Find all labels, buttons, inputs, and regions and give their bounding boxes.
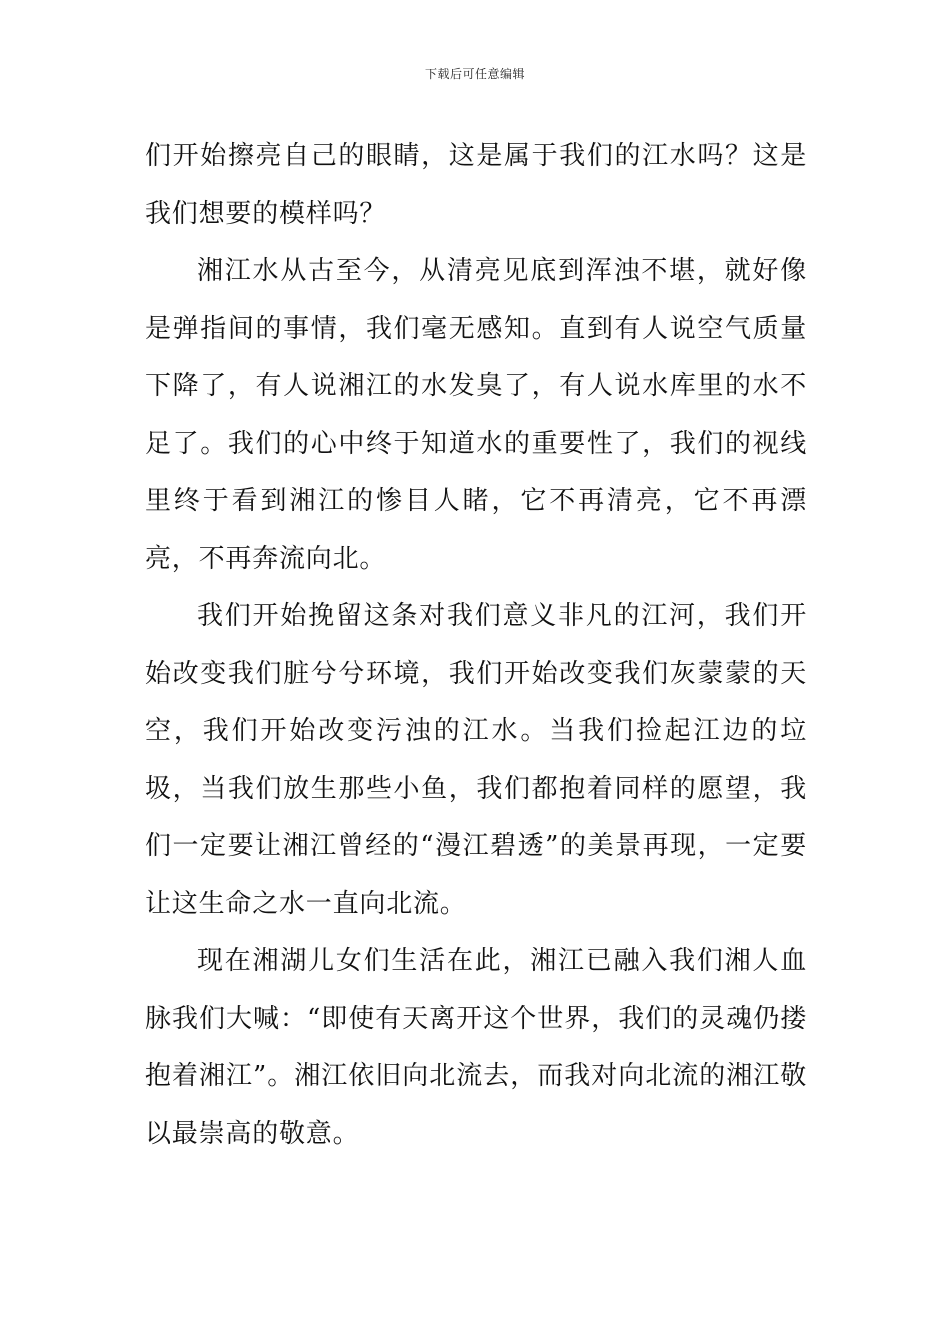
paragraph-1: 们开始擦亮自己的眼睛，这是属于我们的江水吗？这是我们想要的模样吗？ [145, 141, 807, 229]
page-header-note: 下载后可任意编辑 [424, 67, 525, 81]
document-body [145, 128, 807, 1163]
paragraph-2: 湘江水从古至今，从清亮见底到浑浊不堪，就好像是弹指间的事情，我们毫无感知。直到有人说空气质量下降了，有人说湘江的水发臭了，有人说水库里的水不足了。我们的心中终于知道水的重要性了，我们的视线里终于看到湘江的惨目人睹，它不再清亮，它不再漂亮，不再奔流向北。 [145, 256, 807, 574]
paragraph-4: 现在湘湖儿女们生活在此，湘江已融入我们湘人血脉我们大喊：“即使有天离开这个世界，我们的灵魂仍搂抱着湘江”。湘江依旧向北流去，而我对向北流的湘江敬以最崇高的敬意。 [145, 946, 807, 1149]
paragraph-3: 我们开始挽留这条对我们意义非凡的江河，我们开始改变我们脏兮兮环境，我们开始改变我们灰蒙蒙的天空，我们开始改变污浊的江水。当我们捡起江边的垃圾，当我们放生那些小鱼，我们都抱着同样的愿望，我们一定要让湘江曾经的“漫江碧透”的美景再现，一定要让这生命之水一直向北流。 [145, 601, 807, 919]
